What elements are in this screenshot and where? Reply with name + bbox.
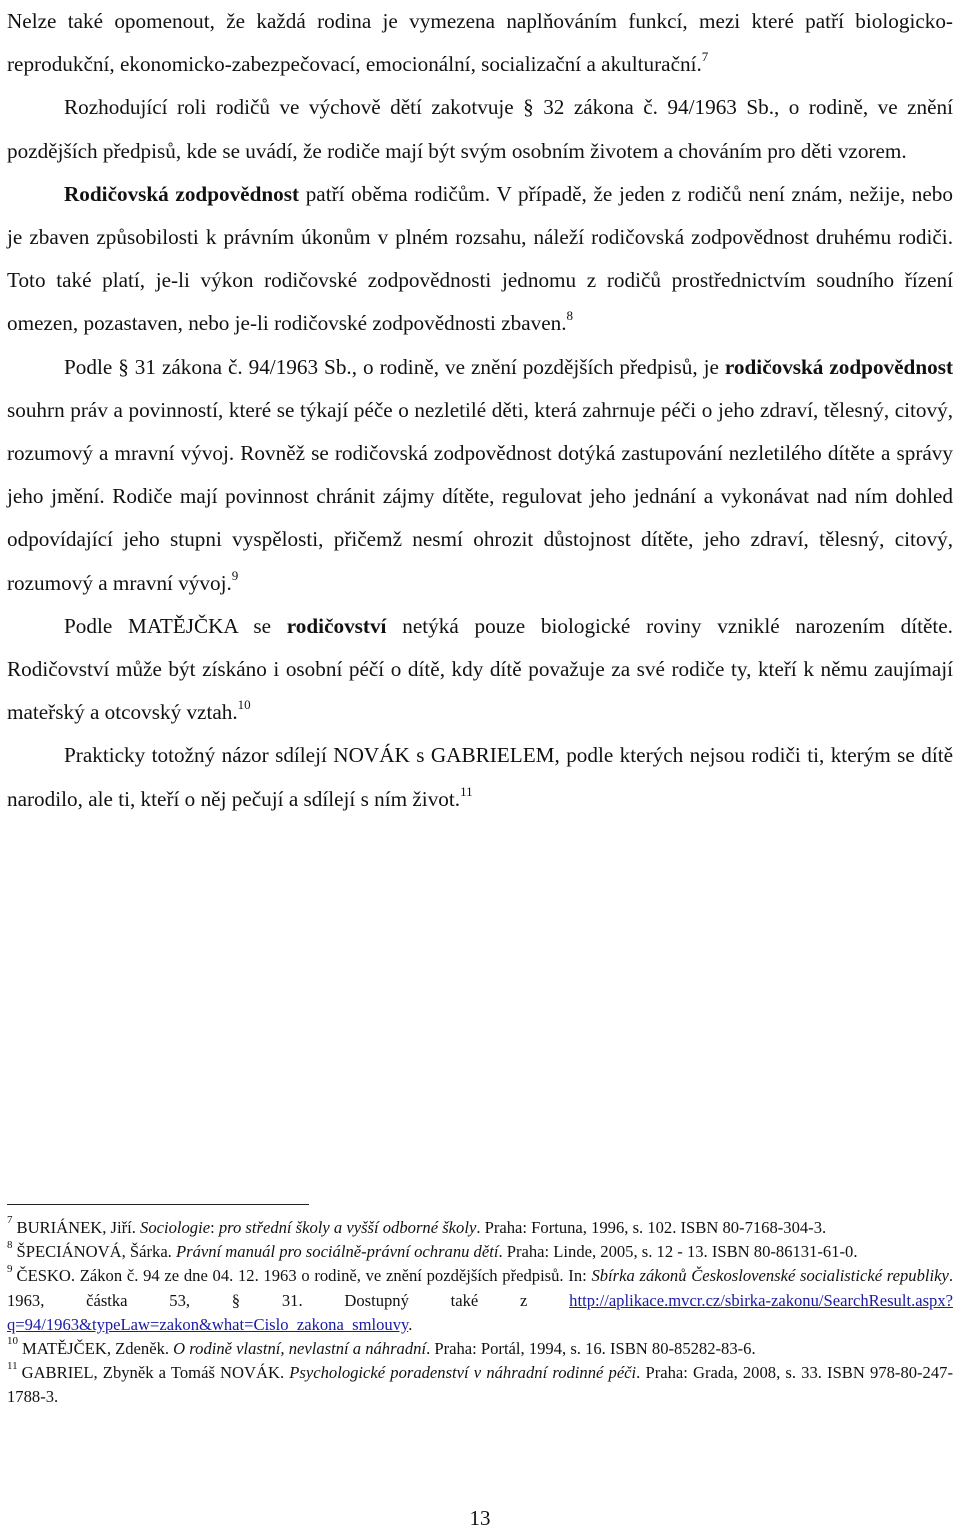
footnote-text: BURIÁNEK, Jiří.: [16, 1218, 141, 1237]
footnote-title: Psychologické poradenství v náhradní rodinné péči: [289, 1363, 637, 1383]
footnote-7: [7, 1216, 953, 1240]
paragraph-parent-role: [7, 86, 953, 172]
footnote-ref[interactable]: 10: [237, 697, 251, 713]
footnote-ref[interactable]: 8: [566, 308, 574, 324]
footnote-title: O rodině vlastní, nevlastní a náhradní: [173, 1339, 427, 1359]
source-link[interactable]: http://aplikace.mvcr.cz/sbirka-zakonu/SearchResult.aspx?q=94/1963&typeLaw=zakon&what=Cislo_zakona_smlouvy: [7, 1290, 953, 1334]
footnote-text: MATĚJČEK, Zdeněk.: [22, 1339, 174, 1359]
footnote-number: 8: [7, 1238, 13, 1251]
footnote-text: ŠPECIÁNOVÁ, Šárka.: [16, 1242, 176, 1262]
paragraph-text: Nelze také opomenout, že každá rodina je vymezena naplňováním funkcí, mezi které patří biologicko-reprodukční, ekonomicko-zabezpečovací, emocionální, socializační a akulturační.: [7, 9, 953, 77]
footnote-separator: [7, 1204, 309, 1205]
footnote-text: :: [210, 1218, 219, 1237]
paragraph-text: souhrn práv a povinností, které se týkají péče o nezletilé děti, která zahrnuje péči o jeho zdraví, tělesný, citový, rozumový a mravní vývoj. Rovněž se rodičovská zodpovědnost dotýká zastupování nezletilého dítěte a správy jeho jmění. Rodiče mají povinnost chránit zájmy dítěte, regulovat jeho jednání a vykonávat nad ním dohled odpovídající jeho stupni vyspělosti, přičemž nesmí ohrozit důstojnost dítěte, jeho zdraví, tělesný, citový, rozumový a mravní vývoj.: [7, 397, 953, 595]
footnote-text: . Praha: Linde, 2005, s. 12 - 13. ISBN 80-86131-61-0.: [498, 1242, 858, 1262]
bold-term: rodičovská zodpovědnost: [724, 354, 954, 379]
footnote-subtitle: pro střední školy a vyšší odborné školy: [218, 1218, 477, 1237]
paragraph-text: patří oběma rodičům. V případě, že jeden z rodičů není znám, nežije, nebo je zbaven způsobilosti k právním úkonům v plném rozsahu, náleží rodičovská zodpovědnost druhému rodiči. Toto také platí, je-li výkon rodičovské zodpovědnosti jednomu z rodičů prostřednictvím soudního řízení omezen, pozastaven, nebo je-li rodičovské zodpovědnosti zbaven.: [7, 181, 953, 336]
body-text: [7, 0, 953, 821]
paragraph-parenthood: [7, 605, 953, 735]
footnote-text: ČESKO. Zákon č. 94 ze dne 04. 12. 1963 o rodině, ve znění pozdějších předpisů. In:: [16, 1266, 592, 1286]
footnote-text: . 1963, částka 53, § 31. Dostupný také z: [7, 1266, 953, 1310]
footnote-title: Sbírka zákonů Československé socialistické republiky: [591, 1266, 949, 1286]
paragraph-text: Prakticky totožný názor sdílejí NOVÁK s GABRIELEM, podle kterých nejsou rodiči ti, kterým se dítě narodilo, ale ti, kteří o něj pečují a sdílejí s ním život.: [7, 743, 953, 811]
paragraph-text: Rozhodující roli rodičů ve výchově dětí zakotvuje § 32 zákona č. 94/1963 Sb., o rodině, ve znění pozdějších předpisů, kde se uvádí, že rodiče mají být svým osobním životem a chováním pro děti vzorem.: [7, 95, 953, 163]
footnote-number: 7: [7, 1214, 13, 1227]
footnote-text: .: [408, 1314, 413, 1334]
footnote-9: [7, 1264, 953, 1337]
footnotes: [7, 1216, 953, 1410]
footnote-ref[interactable]: 11: [460, 783, 473, 799]
footnote-8: [7, 1240, 953, 1264]
footnote-text: GABRIEL, Zbyněk a Tomáš NOVÁK.: [21, 1363, 290, 1383]
footnote-10: [7, 1337, 953, 1361]
paragraph-text: netýká pouze biologické roviny vzniklé narozením dítěte. Rodičovství může být získáno i osobní péčí o dítě, kdy dítě považuje za své rodiče ty, kteří k němu zaujímají mateřský a otcovský vztah.: [7, 613, 953, 725]
paragraph-text: Podle § 31 zákona č. 94/1963 Sb., o rodině, ve znění pozdějších předpisů, je: [64, 354, 725, 379]
footnote-text: . Praha: Portál, 1994, s. 16. ISBN 80-85282-83-6.: [426, 1339, 756, 1359]
paragraph-functions: [7, 0, 953, 86]
footnote-ref[interactable]: 9: [231, 567, 239, 583]
footnote-text: . Praha: Grada, 2008, s. 33. ISBN 978-80-247-1788-3.: [7, 1363, 953, 1407]
page-number: 13: [469, 1506, 491, 1530]
footnote-11: [7, 1361, 953, 1409]
paragraph-responsibility-definition: [7, 346, 953, 605]
footnote-text: . Praha: Fortuna, 1996, s. 102. ISBN 80-7168-304-3.: [476, 1218, 827, 1237]
footnote-number: 11: [7, 1359, 18, 1372]
footnote-title: Sociologie: [140, 1218, 211, 1237]
footnote-number: 10: [7, 1335, 18, 1348]
footnote-number: 9: [7, 1262, 13, 1275]
footnote-ref[interactable]: 7: [701, 49, 709, 65]
paragraph-novak-gabriel: [7, 734, 953, 820]
footnote-title: Právní manuál pro sociálně-právní ochranu dětí: [175, 1242, 499, 1262]
paragraph-text: Podle MATĚJČKA se: [64, 613, 287, 638]
bold-term: Rodičovská zodpovědnost: [64, 181, 300, 206]
paragraph-parental-responsibility: [7, 173, 953, 346]
bold-term: rodičovství: [286, 613, 387, 638]
